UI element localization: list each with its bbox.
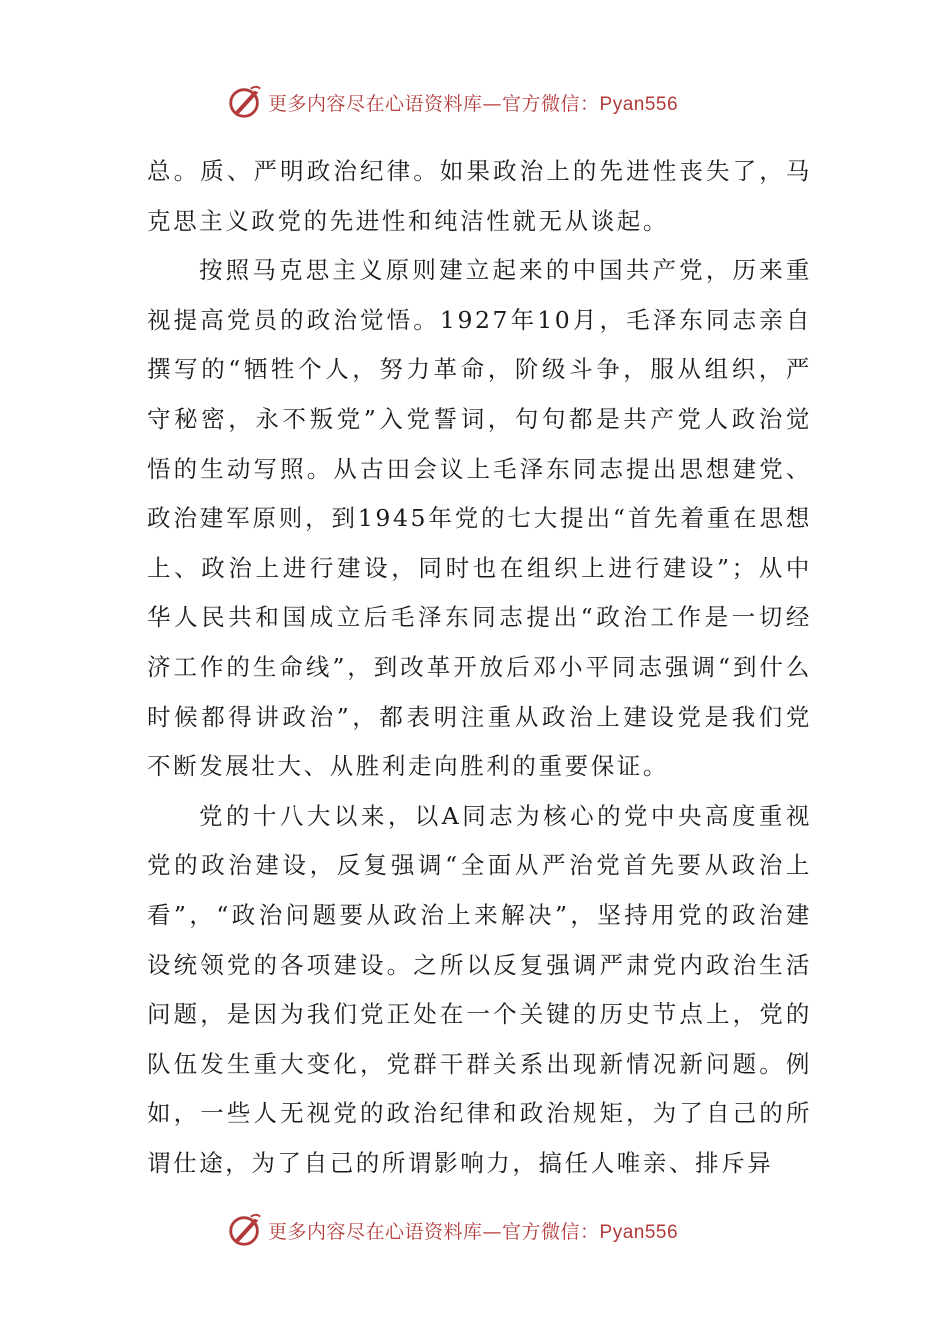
footer-watermark	[226, 1208, 746, 1252]
watermark-label: 更多内容尽在心语资料库—官方微信：	[268, 1220, 600, 1243]
paragraph-2: 按照马克思主义原则建立起来的中国共产党，历来重视提高党员的政治觉悟。1927年10月，毛泽东同志亲自撰写的“牺牲个人，努力革命，阶级斗争，服从组织，严守秘密，永不叛党”入党誓词，句句都是共产党人政治觉悟的生动写照。从古田会议上毛泽东同志提出思想建党、政治建军原则，到1945年党的七大提出“首先着重在思想上、政治上进行建设，同时也在组织上进行建设”；从中华人民共和国成立后毛泽东同志提出“政治工作是一切经济工作的生命线”，到改革开放后邓小平同志强调“到什么时候都得讲政治”，都表明注重从政治上建设党是我们党不断发展壮大、从胜利走向胜利的重要保证。	[147, 256, 812, 781]
watermark-text	[268, 89, 678, 116]
paragraph-1: 总。质、严明政治纪律。如果政治上的先进性丧失了，马克思主义政党的先进性和纯洁性就无从谈起。	[147, 157, 812, 235]
header-watermark	[226, 80, 746, 124]
pen-logo-icon	[226, 83, 264, 121]
watermark-text	[268, 1217, 678, 1244]
pen-logo-icon	[226, 1211, 264, 1249]
watermark-label: 更多内容尽在心语资料库—官方微信：	[268, 92, 600, 115]
wechat-id: Pyan556	[599, 1221, 679, 1243]
wechat-id: Pyan556	[599, 93, 679, 115]
document-body	[147, 147, 812, 1188]
paragraph-3: 党的十八大以来，以A同志为核心的党中央高度重视党的政治建设，反复强调“全面从严治党首先要从政治上看”，“政治问题要从政治上来解决”，坚持用党的政治建设统领党的各项建设。之所以反复强调严肃党内政治生活问题，是因为我们党正处在一个关键的历史节点上，党的队伍发生重大变化，党群干群关系出现新情况新问题。例如，一些人无视党的政治纪律和政治规矩，为了自己的所谓仕途，为了自己的所谓影响力，搞任人唯亲、排斥异	[147, 801, 812, 1177]
